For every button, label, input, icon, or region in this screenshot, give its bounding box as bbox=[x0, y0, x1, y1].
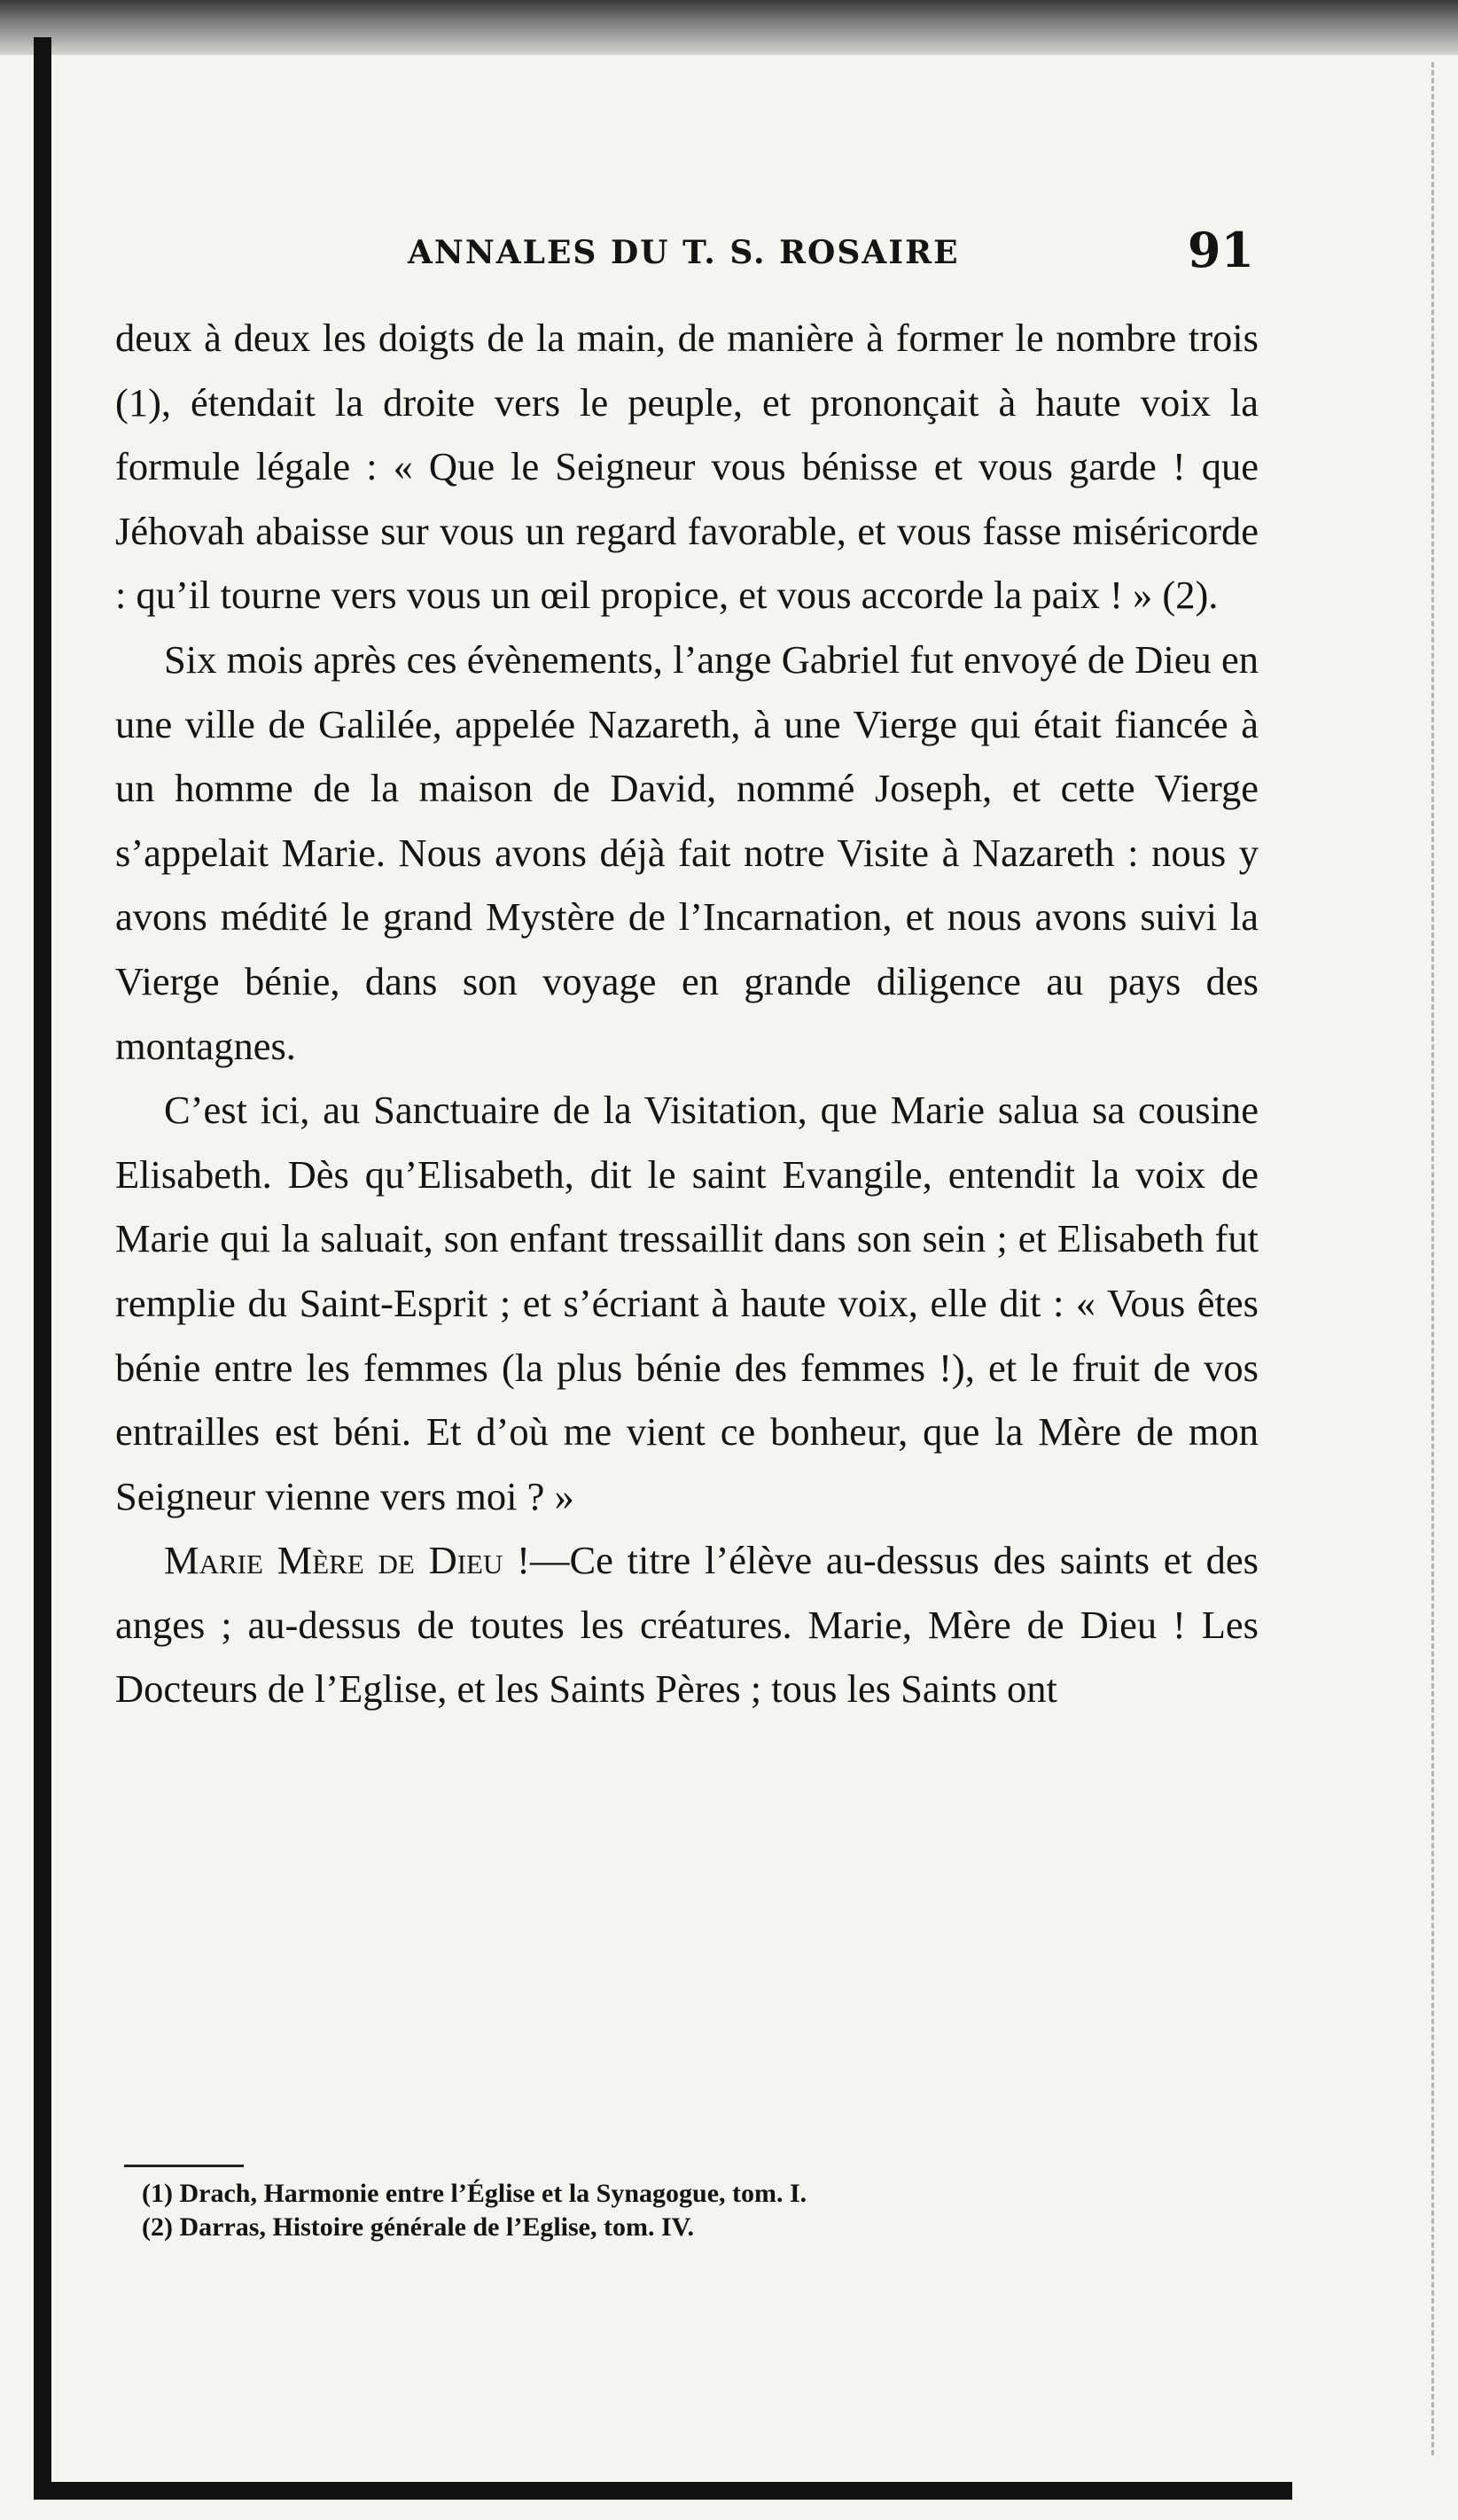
paragraph-4-rest: —Ce titre l’élève au-dessus des saints et des anges ; au-dessus de toutes les créatures. Marie, Mère de Dieu ! Les Docteurs de l’Eglise, et les Saints Pères ; tous les Saints ont bbox=[115, 1538, 1259, 1712]
scan-left-border bbox=[34, 37, 51, 2484]
paragraph-4-lead: Marie Mère de Dieu ! bbox=[164, 1538, 530, 1583]
running-title: ANNALES DU T. S. ROSAIRE bbox=[408, 234, 960, 271]
page-header bbox=[115, 222, 1254, 293]
footnote-1: (1) Drach, Harmonie entre l’Église et la Synagogue, tom. I. bbox=[142, 2179, 807, 2208]
paragraph-2: Six mois après ces évènements, l’ange Gabriel fut envoyé de Dieu en une ville de Galilée, appelée Nazareth, à une Vierge qui était fiancée à un homme de la maison de David, nommé Joseph, et cette Vierge s’appelait Marie. Nous avons déjà fait notre Visite à Nazareth : nous y avons médité le grand Mystère de l’Incarnation, et nous avons suivi la Vierge bénie, dans son voyage en grande diligence au pays des montagnes. bbox=[115, 636, 1259, 1068]
paragraph-3: C’est ici, au Sanctuaire de la Visitation, que Marie salua sa cousine Elisabeth. Dès qu’Elisabeth, dit le saint Evangile, entendit la voix de Marie qui la saluait, son enfant tressaillit dans son sein ; et Elisabeth fut remplie du Saint-Esprit ; et s’écriant à haute voix, elle dit : « Vous êtes bénie entre les femmes (la plus bénie des femmes !), et le fruit de vos entrailles est béni. Et d’où me vient ce bonheur, que la Mère de mon Seigneur vienne vers moi ? » bbox=[115, 1088, 1259, 1518]
scan-top-edge bbox=[0, 0, 1458, 55]
paragraph-4 bbox=[115, 1528, 1259, 1721]
footnote-2: (2) Darras, Histoire générale de l’Eglise, tom. IV. bbox=[142, 2212, 694, 2242]
footnote-rule bbox=[124, 2165, 244, 2167]
scan-right-edge bbox=[1431, 62, 1438, 2455]
footnotes bbox=[142, 2177, 1205, 2244]
paragraph-1: deux à deux les doigts de la main, de manière à former le nombre trois (1), étendait la droite vers le peuple, et prononçait à haute voix la formule légale : « Que le Seigneur vous bénisse et vous garde ! que Jéhovah abaisse sur vous un regard favorable, et vous fasse miséricorde : qu’il tourne vers vous un œil propice, et vous accorde la paix ! » (2). bbox=[115, 316, 1259, 618]
body-text bbox=[115, 306, 1259, 1721]
scan-bottom-border bbox=[34, 2482, 1292, 2500]
page-number: 91 bbox=[1187, 222, 1254, 278]
